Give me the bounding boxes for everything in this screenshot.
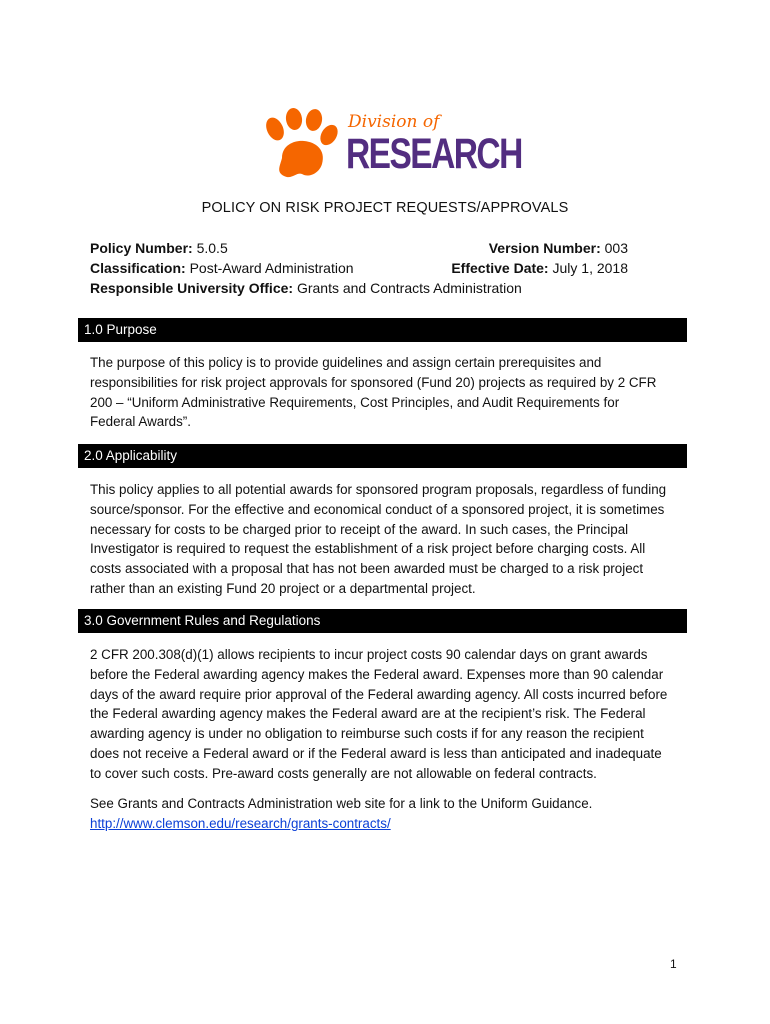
grants-contracts-link[interactable]: http://www.clemson.edu/research/grants-contracts/ [90,815,391,831]
text-line: costs associated with a proposal that has not been awarded must be charged to a risk project [90,561,644,577]
policy-number-row [90,240,228,256]
text-line: does not receive a Federal award or if the Federal award is less than anticipated and inadequate [90,745,662,761]
section-heading-purpose: 1.0 Purpose [78,318,687,342]
version-number-label: Version Number: [488,240,601,256]
effective-date-label: Effective Date: [451,260,549,276]
text-line: necessary for costs to be charged prior to receipt of the award. In such cases, the Principal [90,521,629,537]
applicability-paragraph [90,480,690,599]
text-line: responsibilities for risk project approvals for sponsored (Fund 20) projects as required by 2 CFR [90,374,657,390]
division-of-research-logo [262,108,522,183]
text-line: rather than an existing Fund 20 project or a departmental project. [90,580,476,596]
paw-print-icon [262,108,344,183]
classification-value: Post-Award Administration [189,260,354,276]
section-heading-applicability: 2.0 Applicability [78,444,687,468]
text-line: Investigator is required to request the establishment of a risk project before charging costs. All [90,541,646,557]
text-line: source/sponsor. For the effective and economical conduct of a sponsored project, it is sometimes [90,501,665,517]
text-line: the Federal awarding agency makes the Federal award are at the recipient’s risk. The Federal [90,706,646,722]
text-line: Federal Awards”. [90,414,191,430]
version-number-value: 003 [604,240,628,256]
see-also-text: See Grants and Contracts Administration web site for a link to the Uniform Guidance. [90,796,593,811]
responsible-office-row [90,280,522,296]
classification-label: Classification: [90,260,186,276]
text-line: days of the award require prior approval of the Federal awarding agency. All costs incurred before [90,686,668,702]
purpose-paragraph [90,353,690,432]
text-line: The purpose of this policy is to provide guidelines and assign certain prerequisites and [90,355,602,370]
logo-research-text: RESEARCH [346,130,522,178]
section-heading-government-rules: 3.0 Government Rules and Regulations [78,609,687,633]
effective-date-row [451,260,628,276]
policy-number-label: Policy Number: [90,240,193,256]
logo-division-text: Division of [348,112,440,132]
effective-date-value: July 1, 2018 [552,260,628,276]
government-rules-paragraph [90,645,690,784]
page-title: POLICY ON RISK PROJECT REQUESTS/APPROVALS [201,200,569,216]
page-number: 1 [670,957,677,971]
see-also-paragraph [90,794,690,834]
responsible-office-value: Grants and Contracts Administration [296,280,522,296]
policy-number-value: 5.0.5 [196,240,228,256]
text-line: before the Federal awarding agency makes the Federal award. Expenses more than 90 calendar [90,666,664,682]
responsible-office-label: Responsible University Office: [90,280,294,296]
text-line: to cover such costs. Pre-award costs generally are not allowable on federal contracts. [90,765,597,781]
text-line: This policy applies to all potential awards for sponsored program proposals, regardless of funding [90,482,667,497]
version-number-row [489,240,628,256]
text-line: awarding agency is under no obligation to reimburse such costs if for any reason the recipient [90,726,644,742]
text-line: 200 – “Uniform Administrative Requirements, Cost Principles, and Audit Requirements for [90,394,620,410]
text-line: 2 CFR 200.308(d)(1) allows recipients to incur project costs 90 calendar days on grant awards [90,647,648,662]
classification-row [90,260,354,276]
